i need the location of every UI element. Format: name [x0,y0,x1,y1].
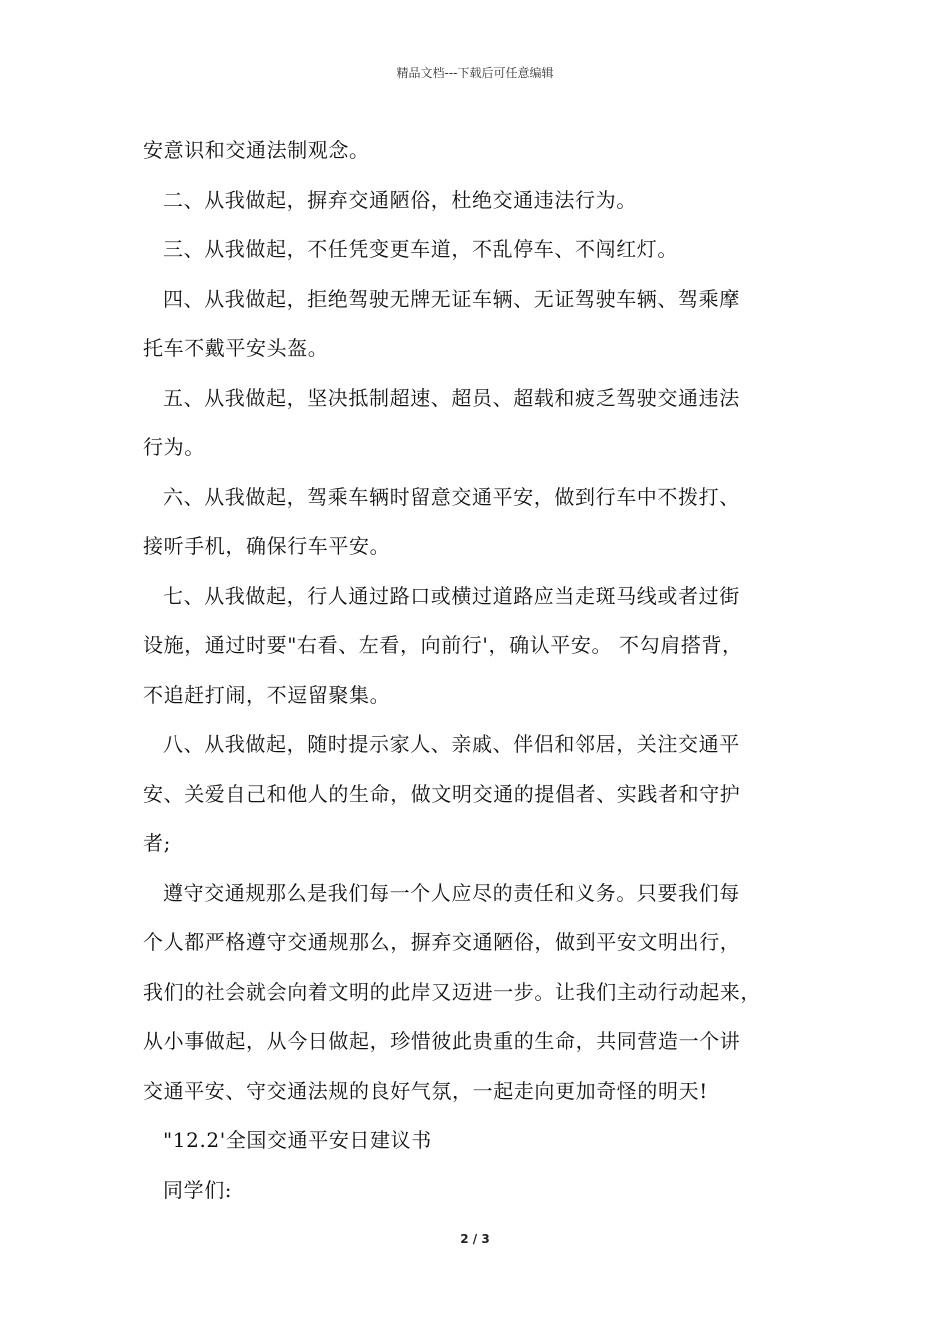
text-line: 从小事做起，从今日做起，珍惜彼此贵重的生命，共同营造一个讲 [143,1029,741,1053]
text-line: 设施，通过时要"右看、左看，向前行'，确认平安。 不勾肩搭背， [143,633,743,657]
text-line: 个人都严格遵守交通规那么，摒弃交通陋俗，做到平安文明出行， [143,930,741,954]
text-line: 六、从我做起，驾乘车辆时留意交通平安，做到行车中不拨打、 [163,484,740,509]
text-line: 七、从我做起，行人通过路口或横过道路应当走斑马线或者过街 [163,583,740,608]
text-line: 不追赶打闹，不逗留聚集。 [143,682,391,707]
page-number: 2 / 3 [460,1232,490,1246]
text-line: 遵守交通规那么是我们每一个人应尽的责任和义务。只要我们每 [163,880,740,905]
text-line: 我们的社会就会向着文明的此岸又迈进一步。让我们主动行动起来， [143,979,761,1004]
document-body [143,126,823,1215]
text-line: 接听手机，确保行车平安。 [143,534,391,558]
text-line: 行为。 [143,435,205,459]
section-title: "12.2'全国交通平安日建议书 [163,1128,432,1152]
text-line: 五、从我做起，坚决抵制超速、超员、超载和疲乏驾驶交通违法 [163,385,740,410]
text-line: 四、从我做起，拒绝驾驶无牌无证车辆、无证驾驶车辆、驾乘摩 [163,286,740,311]
text-line: 托车不戴平安头盔。 [143,336,329,360]
text-line: 安、关爱自己和他人的生命，做文明交通的提倡者、实践者和守护 [143,781,741,806]
text-line: 安意识和交通法制观念。 [143,138,370,162]
text-line: 者; [143,831,171,855]
salutation: 同学们: [163,1177,233,1202]
text-line: 八、从我做起，随时提示家人、亲戚、伴侣和邻居，关注交通平 [163,732,740,756]
text-line: 二、从我做起，摒弃交通陋俗，杜绝交通违法行为。 [163,187,637,212]
text-line: 交通平安、守交通法规的良好气氛，一起走向更加奇怪的明天! [143,1078,708,1103]
page-header: 精品文档---下载后可任意编辑 [396,66,554,80]
text-line: 三、从我做起，不任凭变更车道，不乱停车、不闯红灯。 [163,237,678,261]
